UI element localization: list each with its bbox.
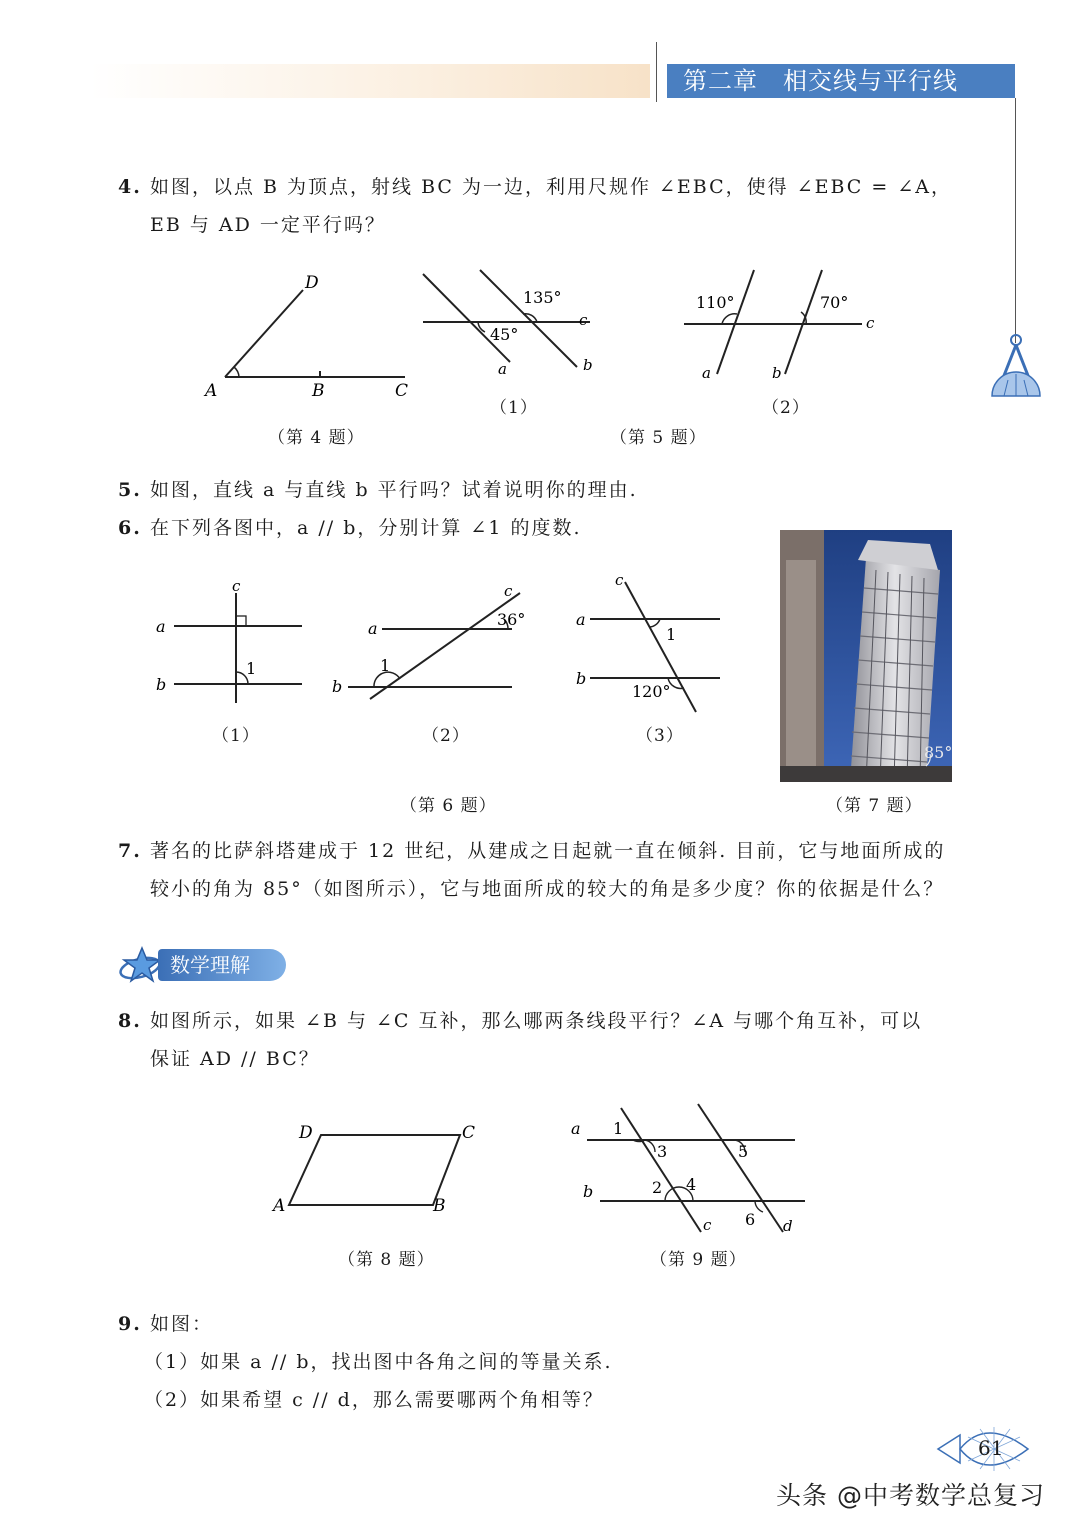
line-label: b	[332, 677, 343, 696]
line-label: c	[866, 314, 875, 332]
question-number: 5.	[118, 479, 142, 501]
angle-label: 135°	[523, 288, 562, 307]
point-label: A	[273, 1196, 286, 1216]
figure-caption: （3）	[636, 726, 684, 746]
angle-label: 4	[686, 1175, 697, 1194]
compass-icon	[986, 328, 1046, 400]
chapter-title: 第二章 相交线与平行线	[667, 64, 1015, 98]
question-text: 如图，直线 a 与直线 b 平行吗？试着说明你的理由.	[150, 479, 638, 501]
angle-label: 110°	[696, 293, 735, 312]
point-label: A	[205, 381, 218, 401]
question-number: 9.	[118, 1313, 142, 1335]
figure-caption: （第 4 题）	[268, 428, 365, 448]
line-label: c	[504, 582, 513, 600]
point-label: B	[433, 1196, 446, 1216]
sub-question: （2）如果希望 c // d，那么需要哪两个角相等？	[144, 1389, 604, 1411]
point-label: C	[395, 381, 409, 401]
angle-label: 70°	[820, 293, 849, 312]
figure-6-3	[570, 570, 730, 715]
figure-9-lines	[565, 1100, 815, 1240]
section-title: 数学理解	[158, 949, 286, 981]
point-label: C	[462, 1123, 476, 1143]
sub-question: （1）如果 a // b，找出图中各角之间的等量关系.	[144, 1351, 613, 1373]
question-7	[118, 832, 945, 908]
question-text: 著名的比萨斜塔建成于 12 世纪，从建成之日起就一直在倾斜. 目前，它与地面所成的	[150, 840, 946, 862]
point-label: B	[312, 381, 325, 401]
angle-label: 2	[652, 1178, 663, 1197]
question-number: 4.	[118, 176, 142, 198]
figure-caption: （第 7 题）	[826, 796, 923, 816]
line-label: c	[579, 311, 588, 329]
question-number: 7.	[118, 840, 142, 862]
line-label: c	[232, 577, 241, 595]
figure-caption: （第 6 题）	[400, 796, 497, 816]
page-number: 61	[978, 1436, 1004, 1460]
line-label: b	[772, 364, 782, 382]
figure-caption: （1）	[490, 398, 538, 418]
line-label: b	[156, 675, 167, 694]
angle-label: 5	[738, 1142, 749, 1161]
angle-label: 85°	[924, 743, 952, 762]
figure-6-1	[150, 575, 310, 710]
figure-caption: （1）	[212, 726, 260, 746]
question-text: 如图：	[150, 1313, 214, 1335]
question-text: 保证 AD // BC？	[150, 1048, 320, 1070]
angle-label: 1	[666, 625, 677, 644]
question-number: 8.	[118, 1010, 142, 1032]
question-text: 如图所示，如果 ∠B 与 ∠C 互补，那么哪两条线段平行？∠A 与哪个角互补，可以	[150, 1010, 923, 1032]
angle-label: 120°	[632, 682, 671, 701]
angle-label: 3	[657, 1142, 668, 1161]
watermark-text: 头条 @中考数学总复习	[776, 1481, 1045, 1510]
figure-5-1	[415, 262, 605, 387]
point-label: D	[299, 1123, 313, 1143]
line-label: a	[702, 364, 711, 382]
figure-6-2	[330, 575, 530, 710]
question-9	[118, 1305, 613, 1419]
figure-caption: （第 5 题）	[610, 428, 707, 448]
angle-label: 36°	[497, 610, 526, 629]
line-label: a	[156, 617, 166, 636]
question-6	[118, 509, 582, 547]
figure-caption: （2）	[422, 726, 470, 746]
question-8	[118, 1002, 922, 1078]
line-label: b	[583, 356, 593, 374]
line-label: a	[571, 1119, 581, 1138]
figure-caption: （第 9 题）	[650, 1250, 747, 1270]
figure-caption: （第 8 题）	[338, 1250, 435, 1270]
line-label: c	[703, 1216, 712, 1234]
figure-4-angle	[195, 268, 425, 408]
question-4	[118, 168, 952, 244]
line-label: a	[576, 610, 586, 629]
question-text: EB 与 AD 一定平行吗？	[150, 214, 386, 236]
question-5	[118, 471, 638, 509]
pisa-tower-photo	[780, 530, 952, 782]
figure-8-parallelogram	[265, 1118, 495, 1223]
question-text: 在下列各图中，a // b，分别计算 ∠1 的度数.	[150, 517, 582, 539]
margin-rule	[1015, 98, 1016, 343]
line-label: c	[615, 571, 624, 589]
angle-label: 1	[380, 656, 391, 675]
question-text: 如图，以点 B 为顶点，射线 BC 为一边，利用尺规作 ∠EBC，使得 ∠EBC = ∠A，	[150, 176, 952, 198]
angle-label: 1	[613, 1119, 624, 1138]
line-label: b	[576, 669, 587, 688]
line-label: a	[498, 360, 507, 378]
line-label: b	[583, 1182, 594, 1201]
line-label: a	[368, 619, 378, 638]
figure-caption: （2）	[762, 398, 810, 418]
question-number: 6.	[118, 517, 142, 539]
question-text: 较小的角为 85°（如图所示），它与地面所成的较大的角是多少度？你的依据是什么？	[150, 878, 945, 900]
angle-label: 1	[246, 659, 257, 678]
point-label: D	[305, 273, 319, 293]
header-divider	[656, 42, 657, 102]
line-label: d	[783, 1217, 793, 1235]
angle-label: 45°	[490, 325, 519, 344]
header-decor-band	[90, 64, 650, 98]
figure-5-2	[680, 262, 880, 387]
angle-label: 6	[745, 1210, 756, 1229]
